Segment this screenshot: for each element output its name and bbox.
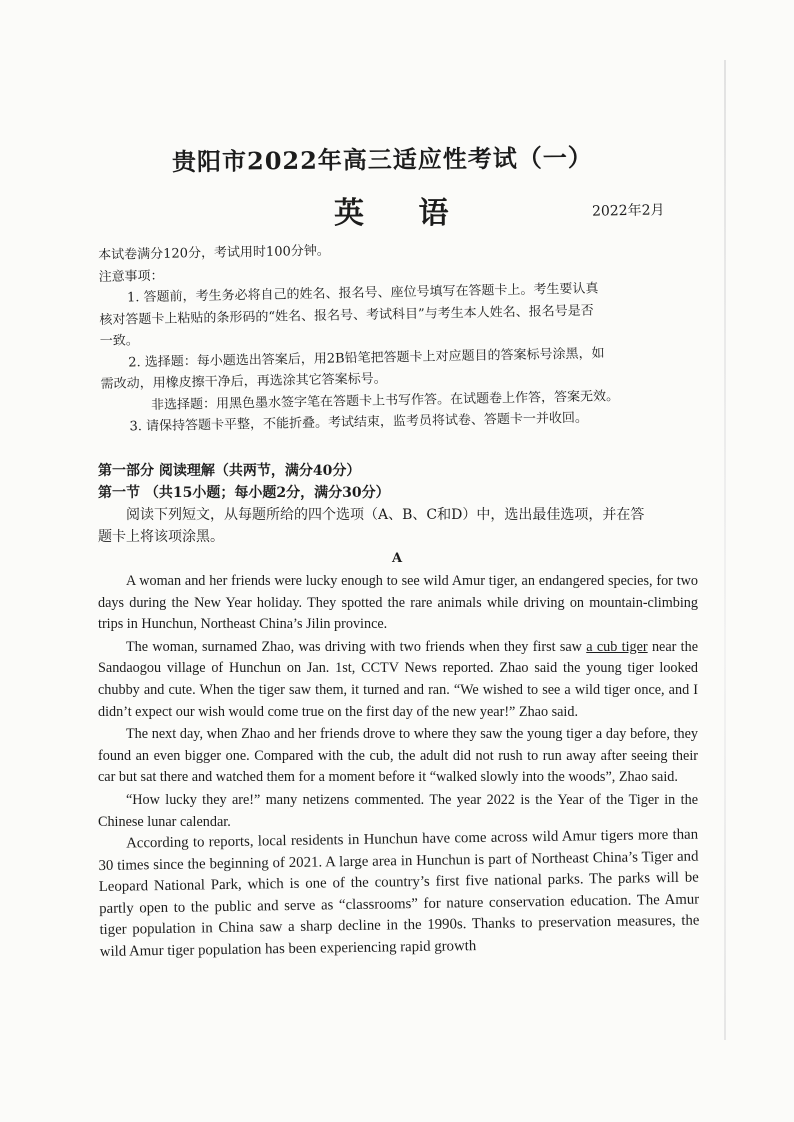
instruction-2-line-3: 非选择题：用黑色墨水签字笔在答题卡上书写作答。在试题卷上作答，答案无效。 — [150, 388, 620, 413]
passage-paragraph-2 — [98, 637, 698, 723]
instruction-1-line-1: 1. 答题前，考生务必将自己的姓名、报名号、座位号填写在答题卡上。考生要认真 — [126, 281, 599, 306]
instructions-intro: 本试卷满分120分，考试用时100分钟。 — [98, 243, 330, 263]
directions-line-2: 题卡上将该项涂黑。 — [98, 529, 224, 545]
exam-title: 贵阳市2022年高三适应性考试（一） — [171, 142, 593, 177]
instructions-block — [98, 234, 682, 439]
passage-paragraph-4: “How lucky they are!” many netizens commented. The year 2022 is the Year of the Tiger in the Chinese lunar calendar. — [98, 791, 698, 830]
paragraph-2-text-end: near the Sandaogou village of Hunchun on Jan. 1st, CCTV News reported. Zhao said the young tiger looked chubby and cute. When the tiger saw them, it turned and ran. “We wished to see a wild tiger once, and I didn’t expect our wish would come true on the first day of the new year!” Zhao said. — [98, 638, 699, 720]
instruction-1-line-2: 核对答题卡上粘贴的条形码的“姓名、报名号、考试科目”与考生本人姓名、报名号是否 — [99, 302, 594, 328]
passage-paragraph-5: According to reports, local residents in Hunchun have come across wild Amur tigers more than 30 times since the beginning of 2021. A large area in Hunchun is part of Northeast China’s Tiger and Leopard National Park, which is one of the country’s first five national parks. The parks will be partly open to the public and serve as “classrooms” for nature conservation education. The Amur tiger population in China saw a sharp decline in the 1990s. Thanks to preservation measures, the wild Amur tiger population has been experiencing rapid growth — [98, 826, 700, 961]
passage-a — [98, 571, 698, 965]
part-heading: 第一部分 阅读理解（共两节，满分40分） — [98, 463, 361, 479]
underlined-phrase: a cub tiger — [586, 638, 648, 655]
passage-paragraph-1: A woman and her friends were lucky enough to see wild Amur tiger, an endangered species, for two days during the New Year holiday. They spotted the rare animals while driving on mountain-climbing trips in Hunchun, Northeast China’s Jilin province. — [98, 573, 698, 633]
instruction-1-line-3: 一致。 — [99, 333, 140, 349]
exam-date: 2022年2月 — [591, 202, 665, 220]
subsection-heading: 第一节 （共15小题；每小题2分，满分30分） — [98, 485, 390, 501]
instruction-3: 3. 请保持答题卡平整，不能折叠。考试结束，监考员将试卷、答题卡一并收回。 — [129, 410, 589, 435]
paragraph-2-text-start: The woman, surnamed Zhao, was driving with two friends when they first saw — [126, 638, 587, 655]
paper-crease — [724, 60, 726, 1040]
passage-label: A — [391, 551, 403, 566]
passage-paragraph-3: The next day, when Zhao and her friends drove to where they saw the young tiger a day before, they found an even bigger one. Compared with the cub, the adult did not rush to run away after seeing their car but sat there and watched them for a moment before it “walked slowly into the woods”, Zhao said. — [98, 726, 698, 786]
instruction-2-line-2: 需改动，用橡皮擦干净后，再选涂其它答案标号。 — [100, 371, 387, 392]
instructions-heading: 注意事项： — [98, 268, 164, 285]
instruction-2-line-1: 2. 选择题：每小题选出答案后，用2B铅笔把答题卡上对应题目的答案标号涂黑，如 — [128, 345, 605, 370]
section-header — [98, 460, 698, 548]
subject-title: 英 语 — [334, 196, 471, 231]
directions-line-1: 阅读下列短文，从每题所给的四个选项（A、B、C和D）中，选出最佳选项，并在答 — [126, 507, 645, 523]
